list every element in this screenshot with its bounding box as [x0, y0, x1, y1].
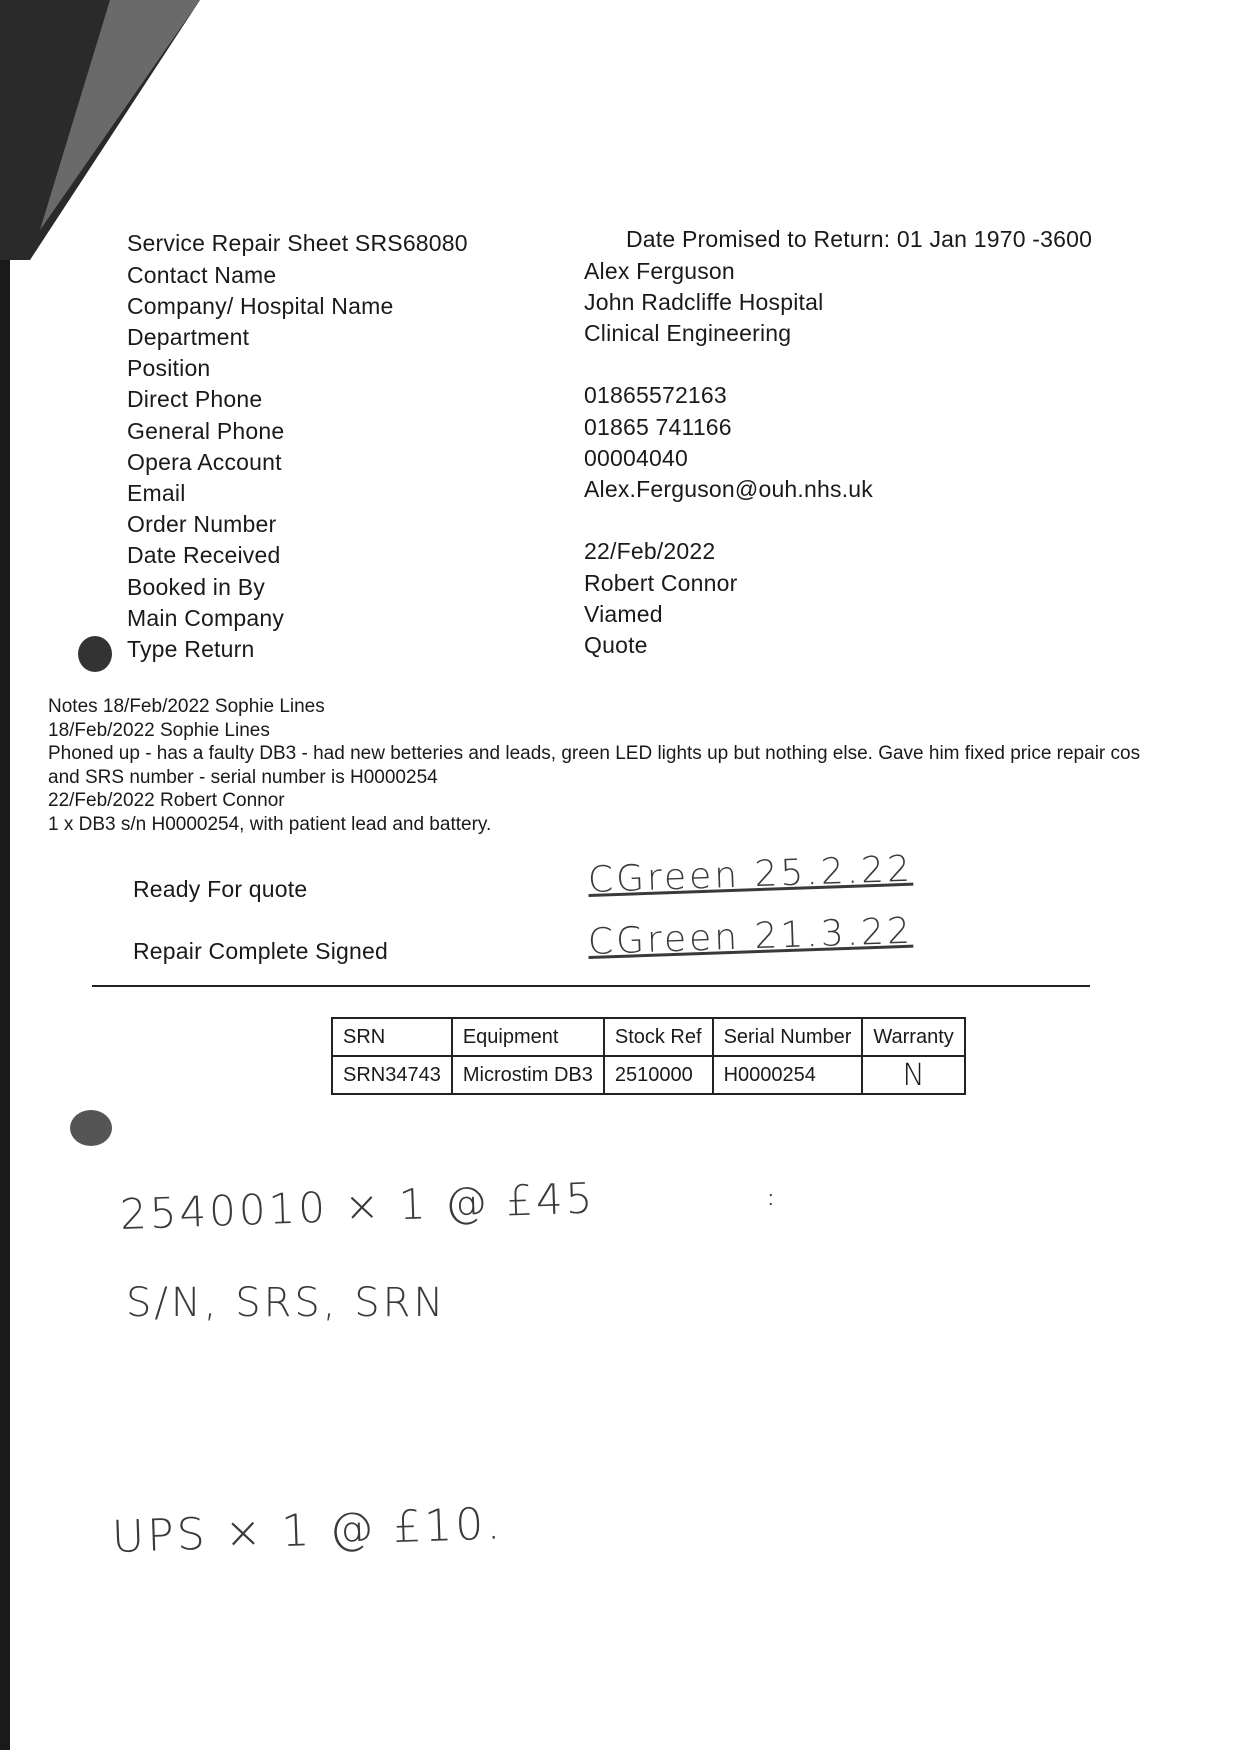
field-label-booked-in-by: Booked in By: [127, 574, 265, 600]
column-header-stock-ref: Stock Ref: [604, 1018, 713, 1056]
field-label-type-return: Type Return: [127, 636, 255, 662]
field-value-date-received: 22/Feb/2022: [584, 538, 716, 564]
field-label-general-phone: General Phone: [127, 418, 285, 444]
handwritten-line-ups: UPS × 1 @ £10.: [111, 1498, 505, 1563]
handwritten-line-references: S/N, SRS, SRN: [126, 1280, 447, 1326]
field-label-opera-account: Opera Account: [127, 449, 282, 475]
field-label-main-company: Main Company: [127, 605, 285, 631]
cell-stock-ref: 2510000: [604, 1056, 713, 1094]
field-label-company: Company/ Hospital Name: [127, 293, 394, 319]
punch-hole-top: [78, 636, 112, 672]
date-promised: Date Promised to Return: 01 Jan 1970 -3600: [626, 226, 1093, 252]
field-value-opera-account: 00004040: [584, 445, 688, 471]
cell-equipment: Microstim DB3: [452, 1056, 604, 1094]
stray-mark: :: [768, 1188, 774, 1210]
field-value-general-phone: 01865 741166: [584, 414, 732, 440]
cell-serial-number: H0000254: [713, 1056, 863, 1094]
note-line: 18/Feb/2022 Sophie Lines: [48, 719, 270, 741]
field-label-contact-name: Contact Name: [127, 262, 277, 288]
field-label-department: Department: [127, 324, 250, 350]
field-value-department: Clinical Engineering: [584, 320, 792, 346]
sheet-title: Service Repair Sheet SRS68080: [127, 230, 468, 256]
column-header-srn: SRN: [332, 1018, 452, 1056]
field-value-direct-phone: 01865572163: [584, 382, 727, 408]
field-value-email: Alex.Ferguson@ouh.nhs.uk: [584, 476, 873, 502]
equipment-table: [331, 1017, 966, 1095]
cell-warranty: N: [862, 1056, 964, 1094]
scan-fold-corner: [0, 0, 210, 260]
field-value-type-return: Quote: [584, 632, 648, 658]
cell-srn: SRN34743: [332, 1056, 452, 1094]
note-line: Notes 18/Feb/2022 Sophie Lines: [48, 696, 325, 717]
divider-line: [92, 985, 1090, 987]
repair-complete-signature: CGreen 21.3.22: [587, 910, 914, 963]
note-line: 22/Feb/2022 Robert Connor: [48, 790, 285, 811]
notes-block: [48, 695, 1140, 836]
repair-complete-label: Repair Complete Signed: [133, 938, 388, 964]
field-value-booked-in-by: Robert Connor: [584, 570, 738, 596]
ready-for-quote-signature: CGreen 25.2.22: [587, 848, 914, 901]
table-header-row: [332, 1018, 965, 1056]
field-label-date-received: Date Received: [127, 542, 281, 568]
field-label-order-number: Order Number: [127, 511, 277, 537]
table-row: [332, 1056, 965, 1094]
field-label-position: Position: [127, 355, 211, 381]
column-header-warranty: Warranty: [862, 1018, 964, 1056]
scan-edge: [0, 0, 10, 1750]
note-line: and SRS number - serial number is H0000254: [48, 766, 438, 788]
column-header-equipment: Equipment: [452, 1018, 604, 1056]
field-value-company: John Radcliffe Hospital: [584, 289, 824, 315]
field-value-main-company: Viamed: [584, 601, 663, 627]
ready-for-quote-label: Ready For quote: [133, 876, 308, 902]
field-value-contact-name: Alex Ferguson: [584, 258, 735, 284]
note-line: Phoned up - has a faulty DB3 - had new betteries and leads, green LED lights up but nothing else. Gave him fixed price repair cos: [48, 743, 1141, 764]
field-label-direct-phone: Direct Phone: [127, 386, 263, 412]
field-label-email: Email: [127, 480, 186, 506]
note-line: 1 x DB3 s/n H0000254, with patient lead and battery.: [48, 813, 492, 835]
punch-hole-bottom: [70, 1110, 112, 1146]
column-header-serial-number: Serial Number: [713, 1018, 863, 1056]
handwritten-line-parts: 2540010 × 1 @ £45: [119, 1173, 597, 1239]
